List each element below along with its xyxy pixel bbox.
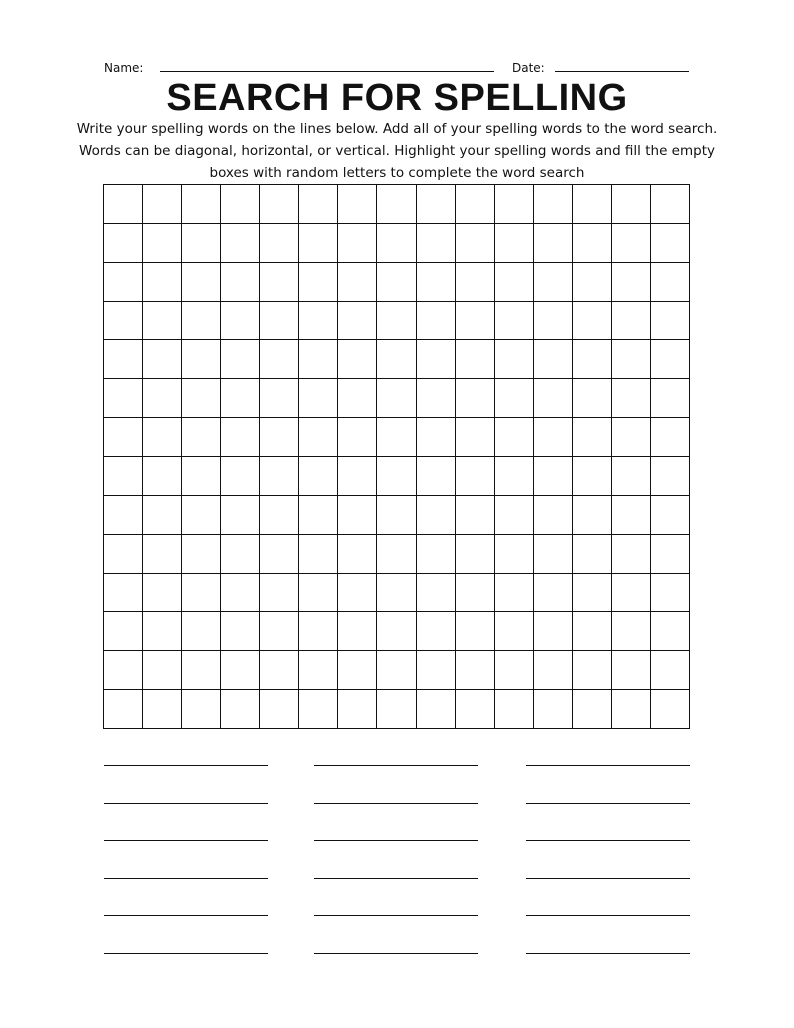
grid-cell bbox=[612, 612, 651, 651]
grid-cell bbox=[260, 457, 299, 496]
grid-cell bbox=[456, 574, 495, 613]
grid-cell bbox=[534, 418, 573, 457]
grid-cell bbox=[260, 302, 299, 341]
grid-cell bbox=[260, 612, 299, 651]
name-label: Name: bbox=[104, 61, 144, 75]
grid-cell bbox=[182, 185, 221, 224]
grid-cell bbox=[377, 651, 416, 690]
spelling-word-line[interactable] bbox=[104, 803, 268, 804]
grid-cell bbox=[456, 224, 495, 263]
grid-cell bbox=[612, 263, 651, 302]
grid-cell bbox=[573, 457, 612, 496]
grid-cell bbox=[143, 535, 182, 574]
grid-cell bbox=[299, 302, 338, 341]
grid-cell bbox=[338, 457, 377, 496]
grid-cell bbox=[534, 496, 573, 535]
grid-cell bbox=[534, 651, 573, 690]
grid-cell bbox=[456, 535, 495, 574]
grid-cell bbox=[534, 302, 573, 341]
grid-cell bbox=[143, 418, 182, 457]
grid-cell bbox=[417, 263, 456, 302]
grid-cell bbox=[417, 418, 456, 457]
grid-cell bbox=[143, 574, 182, 613]
grid-cell bbox=[456, 263, 495, 302]
grid-cell bbox=[182, 224, 221, 263]
grid-cell bbox=[299, 457, 338, 496]
grid-cell bbox=[573, 340, 612, 379]
grid-cell bbox=[338, 690, 377, 729]
grid-cell bbox=[456, 185, 495, 224]
spelling-word-line[interactable] bbox=[104, 765, 268, 766]
grid-cell bbox=[143, 651, 182, 690]
grid-cell bbox=[260, 185, 299, 224]
grid-cell bbox=[182, 457, 221, 496]
grid-cell bbox=[104, 185, 143, 224]
grid-cell bbox=[417, 185, 456, 224]
grid-cell bbox=[612, 496, 651, 535]
date-label: Date: bbox=[512, 61, 545, 75]
grid-cell bbox=[338, 651, 377, 690]
grid-cell bbox=[260, 224, 299, 263]
spelling-word-line[interactable] bbox=[526, 878, 690, 879]
grid-cell bbox=[534, 224, 573, 263]
grid-cell bbox=[377, 340, 416, 379]
grid-cell bbox=[417, 574, 456, 613]
grid-cell bbox=[143, 263, 182, 302]
grid-cell bbox=[338, 535, 377, 574]
grid-cell bbox=[221, 340, 260, 379]
grid-cell bbox=[456, 302, 495, 341]
grid-cell bbox=[143, 185, 182, 224]
grid-cell bbox=[260, 379, 299, 418]
grid-cell bbox=[377, 224, 416, 263]
grid-cell bbox=[338, 418, 377, 457]
grid-cell bbox=[299, 185, 338, 224]
grid-cell bbox=[417, 651, 456, 690]
grid-cell bbox=[456, 690, 495, 729]
grid-cell bbox=[221, 496, 260, 535]
grid-cell bbox=[299, 651, 338, 690]
grid-cell bbox=[573, 612, 612, 651]
spelling-word-line[interactable] bbox=[314, 953, 478, 954]
grid-cell bbox=[573, 418, 612, 457]
grid-cell bbox=[182, 418, 221, 457]
grid-cell bbox=[651, 651, 690, 690]
grid-cell bbox=[495, 379, 534, 418]
grid-cell bbox=[534, 612, 573, 651]
grid-cell bbox=[417, 535, 456, 574]
grid-cell bbox=[573, 263, 612, 302]
spelling-word-line[interactable] bbox=[526, 765, 690, 766]
grid-cell bbox=[143, 457, 182, 496]
grid-cell bbox=[377, 457, 416, 496]
grid-cell bbox=[495, 612, 534, 651]
grid-cell bbox=[221, 651, 260, 690]
spelling-word-line[interactable] bbox=[104, 915, 268, 916]
grid-cell bbox=[299, 496, 338, 535]
grid-cell bbox=[104, 457, 143, 496]
grid-cell bbox=[104, 612, 143, 651]
grid-cell bbox=[651, 457, 690, 496]
grid-cell bbox=[612, 379, 651, 418]
grid-cell bbox=[104, 418, 143, 457]
grid-cell bbox=[104, 651, 143, 690]
grid-cell bbox=[417, 612, 456, 651]
grid-cell bbox=[456, 612, 495, 651]
grid-cell bbox=[651, 302, 690, 341]
grid-cell bbox=[182, 535, 221, 574]
grid-cell bbox=[377, 574, 416, 613]
grid-cell bbox=[221, 302, 260, 341]
grid-cell bbox=[260, 690, 299, 729]
grid-cell bbox=[104, 690, 143, 729]
grid-cell bbox=[377, 418, 416, 457]
grid-cell bbox=[182, 263, 221, 302]
word-line-column bbox=[526, 765, 690, 957]
grid-cell bbox=[260, 263, 299, 302]
grid-cell bbox=[651, 535, 690, 574]
grid-cell bbox=[143, 690, 182, 729]
grid-cell bbox=[143, 612, 182, 651]
grid-cell bbox=[299, 535, 338, 574]
grid-cell bbox=[612, 302, 651, 341]
grid-cell bbox=[495, 457, 534, 496]
grid-cell bbox=[573, 302, 612, 341]
grid-cell bbox=[612, 340, 651, 379]
grid-cell bbox=[299, 379, 338, 418]
grid-cell bbox=[182, 651, 221, 690]
grid-cell bbox=[612, 185, 651, 224]
grid-cell bbox=[651, 340, 690, 379]
grid-cell bbox=[299, 224, 338, 263]
word-search-grid bbox=[103, 184, 690, 729]
grid-cell bbox=[104, 574, 143, 613]
grid-cell bbox=[377, 185, 416, 224]
grid-cell bbox=[377, 612, 416, 651]
grid-cell bbox=[143, 224, 182, 263]
grid-cell bbox=[221, 690, 260, 729]
grid-cell bbox=[104, 379, 143, 418]
grid-cell bbox=[573, 535, 612, 574]
grid-cell bbox=[221, 612, 260, 651]
grid-cell bbox=[338, 224, 377, 263]
grid-cell bbox=[182, 612, 221, 651]
grid-cell bbox=[534, 535, 573, 574]
grid-cell bbox=[534, 340, 573, 379]
grid-cell bbox=[573, 496, 612, 535]
instructions-text: Write your spelling words on the lines below. Add all of your spelling words to the word search. Words can be diagonal, horizontal, or vertical. Highlight your spelling words and fill the empty boxes with random letters to complete the word search bbox=[76, 121, 718, 181]
word-line-column bbox=[314, 765, 478, 957]
grid-cell bbox=[260, 418, 299, 457]
grid-cell bbox=[221, 535, 260, 574]
page-title: SEARCH FOR SPELLING bbox=[166, 77, 628, 119]
grid-cell bbox=[573, 690, 612, 729]
grid-cell bbox=[573, 574, 612, 613]
spelling-word-line[interactable] bbox=[314, 765, 478, 766]
grid-cell bbox=[377, 496, 416, 535]
spelling-word-line[interactable] bbox=[314, 840, 478, 841]
grid-cell bbox=[377, 379, 416, 418]
spelling-word-line[interactable] bbox=[104, 953, 268, 954]
grid-cell bbox=[495, 535, 534, 574]
grid-cell bbox=[534, 185, 573, 224]
grid-cell bbox=[495, 574, 534, 613]
grid-cell bbox=[573, 651, 612, 690]
grid-cell bbox=[651, 224, 690, 263]
spelling-word-line[interactable] bbox=[526, 915, 690, 916]
grid-cell bbox=[456, 496, 495, 535]
grid-cell bbox=[417, 379, 456, 418]
grid-cell bbox=[338, 340, 377, 379]
grid-cell bbox=[377, 690, 416, 729]
grid-cell bbox=[612, 690, 651, 729]
grid-cell bbox=[221, 263, 260, 302]
grid-cell bbox=[417, 224, 456, 263]
grid-cell bbox=[651, 496, 690, 535]
grid-cell bbox=[104, 340, 143, 379]
grid-cell bbox=[534, 379, 573, 418]
grid-cell bbox=[612, 651, 651, 690]
grid-cell bbox=[221, 574, 260, 613]
spelling-word-line[interactable] bbox=[314, 803, 478, 804]
grid-cell bbox=[221, 224, 260, 263]
grid-cell bbox=[182, 379, 221, 418]
grid-cell bbox=[338, 612, 377, 651]
grid-cell bbox=[612, 418, 651, 457]
grid-cell bbox=[299, 690, 338, 729]
grid-cell bbox=[377, 535, 416, 574]
spelling-word-line[interactable] bbox=[526, 953, 690, 954]
grid-cell bbox=[377, 302, 416, 341]
grid-cell bbox=[182, 340, 221, 379]
word-line-column bbox=[104, 765, 268, 957]
grid-cell bbox=[417, 457, 456, 496]
grid-cell bbox=[651, 690, 690, 729]
grid-cell bbox=[456, 379, 495, 418]
grid-cell bbox=[573, 379, 612, 418]
grid-cell bbox=[534, 457, 573, 496]
grid-cell bbox=[338, 185, 377, 224]
grid-cell bbox=[299, 263, 338, 302]
grid-cell bbox=[456, 651, 495, 690]
grid-cell bbox=[143, 496, 182, 535]
grid-cell bbox=[651, 379, 690, 418]
grid-cell bbox=[495, 185, 534, 224]
name-line bbox=[160, 71, 494, 72]
grid-cell bbox=[456, 418, 495, 457]
grid-cell bbox=[338, 379, 377, 418]
grid-cell bbox=[651, 185, 690, 224]
grid-cell bbox=[143, 340, 182, 379]
grid-cell bbox=[182, 496, 221, 535]
grid-cell bbox=[338, 263, 377, 302]
grid-cell bbox=[612, 574, 651, 613]
grid-cell bbox=[299, 418, 338, 457]
grid-cell bbox=[495, 224, 534, 263]
grid-cell bbox=[221, 457, 260, 496]
grid-cell bbox=[495, 651, 534, 690]
grid-cell bbox=[299, 612, 338, 651]
grid-cell bbox=[495, 418, 534, 457]
grid-cell bbox=[104, 224, 143, 263]
grid-cell bbox=[417, 496, 456, 535]
grid-cell bbox=[143, 302, 182, 341]
grid-cell bbox=[260, 535, 299, 574]
grid-cell bbox=[534, 263, 573, 302]
grid-cell bbox=[221, 379, 260, 418]
spelling-word-line[interactable] bbox=[314, 915, 478, 916]
grid-cell bbox=[143, 379, 182, 418]
grid-cell bbox=[495, 263, 534, 302]
date-line bbox=[555, 71, 689, 72]
grid-cell bbox=[456, 457, 495, 496]
grid-cell bbox=[260, 496, 299, 535]
spelling-word-line[interactable] bbox=[526, 803, 690, 804]
grid-cell bbox=[651, 574, 690, 613]
grid-cell bbox=[651, 418, 690, 457]
grid-cell bbox=[260, 340, 299, 379]
grid-cell bbox=[260, 574, 299, 613]
grid-cell bbox=[534, 574, 573, 613]
grid-cell bbox=[104, 496, 143, 535]
grid-cell bbox=[338, 574, 377, 613]
grid-cell bbox=[417, 302, 456, 341]
grid-cell bbox=[612, 535, 651, 574]
grid-cell bbox=[299, 574, 338, 613]
grid-cell bbox=[573, 224, 612, 263]
grid-cell bbox=[182, 574, 221, 613]
grid-cell bbox=[612, 224, 651, 263]
grid-cell bbox=[651, 612, 690, 651]
spelling-word-line[interactable] bbox=[104, 878, 268, 879]
grid-cell bbox=[495, 340, 534, 379]
spelling-word-line[interactable] bbox=[104, 840, 268, 841]
grid-cell bbox=[456, 340, 495, 379]
grid-cell bbox=[182, 302, 221, 341]
spelling-word-line[interactable] bbox=[314, 878, 478, 879]
grid-cell bbox=[338, 302, 377, 341]
grid-cell bbox=[182, 690, 221, 729]
grid-cell bbox=[495, 496, 534, 535]
grid-cell bbox=[260, 651, 299, 690]
grid-cell bbox=[221, 185, 260, 224]
grid-cell bbox=[377, 263, 416, 302]
spelling-word-lines bbox=[104, 765, 690, 957]
grid-cell bbox=[495, 690, 534, 729]
grid-cell bbox=[338, 496, 377, 535]
grid-cell bbox=[221, 418, 260, 457]
grid-cell bbox=[651, 263, 690, 302]
grid-cell bbox=[417, 690, 456, 729]
grid-cell bbox=[417, 340, 456, 379]
grid-cell bbox=[495, 302, 534, 341]
grid-cell bbox=[104, 535, 143, 574]
grid-cell bbox=[573, 185, 612, 224]
grid-cell bbox=[104, 302, 143, 341]
grid-cell bbox=[612, 457, 651, 496]
spelling-word-line[interactable] bbox=[526, 840, 690, 841]
grid-cell bbox=[299, 340, 338, 379]
grid-cell bbox=[104, 263, 143, 302]
grid-cell bbox=[534, 690, 573, 729]
